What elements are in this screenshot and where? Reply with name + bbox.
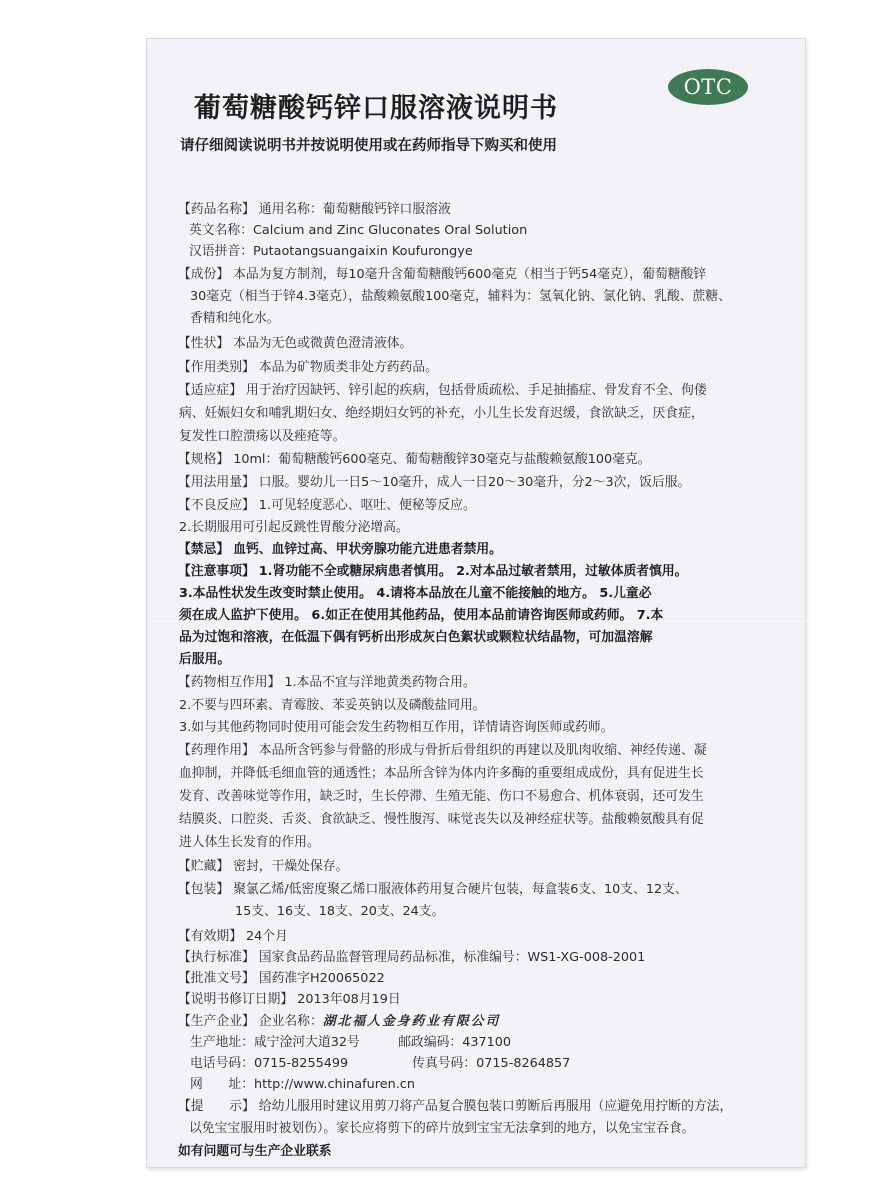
text-line: 香精和纯化水。 — [190, 311, 280, 326]
text-line: 生产地址：咸宁淦河大道32号 邮政编码：437100 — [190, 1035, 512, 1050]
text-line: 2.不要与四环素、青霉胺、苯妥英钠以及磷酸盐同用。 — [179, 698, 486, 713]
text-line: 3.如与其他药物同时使用可能会发生药物相互作用，详情请咨询医师或药师。 — [179, 720, 614, 735]
text-line: 15支、16支、18支、20支、24支。 — [235, 904, 445, 919]
text-line: 【性状】 本品为无色或微黄色澄清液体。 — [178, 336, 413, 351]
text-line: 【说明书修订日期】 2013年08月19日 — [178, 992, 401, 1007]
text-line: 2.长期服用可引起反跳性胃酸分泌增高。 — [179, 520, 409, 535]
text-line: 病、妊娠妇女和哺乳期妇女、绝经期妇女钙的补充，小儿生长发育迟缓，食欲缺乏，厌食症， — [179, 406, 704, 421]
text-line: 品为过饱和溶液，在低温下偶有钙析出形成灰白色絮状或颗粒状结晶物，可加温溶解 — [179, 630, 653, 645]
text-line: 30毫克（相当于锌4.3毫克），盐酸赖氨酸100毫克，辅料为：氢氧化钠、氯化钠、乳酸、蔗糖、 — [190, 289, 731, 304]
text-line: 【包装】 聚氯乙烯/低密度聚乙烯口服液体药用复合硬片包装，每盒装6支、10支、12支、 — [178, 882, 688, 897]
otc-badge: OTC — [668, 69, 748, 105]
text-line: 【适应症】 用于治疗因缺钙、锌引起的疾病，包括骨质疏松、手足抽搐症、骨发育不全、佝偻 — [178, 383, 707, 398]
text-line: 【执行标准】 国家食品药品监督管理局药品标准，标准编号：WS1-XG-008-2001 — [178, 950, 646, 965]
text-line: 【批准文号】 国药准字H20065022 — [178, 971, 385, 986]
text-line: 【规格】 10ml：葡萄糖酸钙600毫克、葡萄糖酸锌30毫克与盐酸赖氨酸100毫克。 — [178, 452, 651, 467]
text-line: 须在成人监护下使用。 6.如正在使用其他药品，使用本品前请咨询医师或药师。 7.本 — [179, 608, 664, 623]
text-line: 【生产企业】 企业名称：湖北福人金身药业有限公司 — [178, 1014, 501, 1029]
text-line: 进人体生长发育的作用。 — [179, 835, 320, 850]
text-line: 【作用类别】 本品为矿物质类非处方药药品。 — [178, 360, 438, 375]
text-line: 【贮藏】 密封，干燥处保存。 — [178, 859, 349, 874]
text-line: 【成份】 本品为复方制剂，每10毫升含葡萄糖酸钙600毫克（相当于钙54毫克），葡萄糖酸锌 — [178, 267, 707, 282]
text-line: 3.本品性状发生改变时禁止使用。 4.请将本品放在儿童不能接触的地方。 5.儿童必 — [179, 586, 652, 601]
text-line: 【药理作用】 本品所含钙参与骨骼的形成与骨折后骨组织的再建以及肌肉收缩、神经传递、凝 — [178, 743, 707, 758]
text-line: 发育、改善味觉等作用，缺乏时，生长停滞、生殖无能、伤口不易愈合、机体衰弱，还可发生 — [179, 789, 704, 804]
text-line: 以免宝宝服用时被划伤）。家长应将剪下的碎片放到宝宝无法拿到的地方，以免宝宝吞食。 — [189, 1121, 695, 1136]
text-line: 【药物相互作用】 1.本品不宜与洋地黄类药物合用。 — [178, 675, 476, 690]
leaflet-subtitle: 请仔细阅读说明书并按说明使用或在药师指导下购买和使用 — [180, 138, 557, 154]
text-line: 电话号码：0715-8255499 传真号码：0715-8264857 — [190, 1056, 571, 1071]
text-line: 【用法用量】 口服。婴幼儿一日5～10毫升，成人一日20～30毫升，分2～3次，饭后服。 — [178, 475, 691, 490]
text-line: 血抑制，并降低毛细血管的通透性；本品所含锌为体内许多酶的重要组成成份，具有促进生长 — [179, 766, 704, 781]
text-line: 【有效期】 24个月 — [178, 929, 288, 944]
text-line: 【注意事项】 1.肾功能不全或糖尿病患者慎用。 2.对本品过敏者禁用，过敏体质者慎用。 — [178, 564, 688, 579]
text-line: 英文名称：Calcium and Zinc Gluconates Oral Solution — [189, 223, 528, 238]
text-line: 结膜炎、口腔炎、舌炎、食欲缺乏、慢性腹泻、味觉丧失以及神经症状等。盐酸赖氨酸具有促 — [179, 812, 704, 827]
leaflet-title: 葡萄糖酸钙锌口服溶液说明书 — [194, 93, 558, 124]
text-line: 【不良反应】 1.可见轻度恶心、呕吐、便秘等反应。 — [178, 498, 476, 513]
text-line: 后服用。 — [179, 652, 231, 667]
company-name: 湖北福人金身药业有限公司 — [322, 1014, 501, 1029]
text-line: 汉语拼音：Putaotangsuangaixin Koufurongye — [189, 244, 473, 259]
text-line: 如有问题可与生产企业联系 — [178, 1144, 332, 1159]
text-line: 复发性口腔溃疡以及痤疮等。 — [179, 429, 346, 444]
text-line: 【药品名称】 通用名称：葡萄糖酸钙锌口服溶液 — [178, 202, 451, 217]
text-line: 网 址：http://www.chinafuren.cn — [190, 1077, 415, 1092]
text-line: 【禁忌】 血钙、血锌过高、甲状旁腺功能亢进患者禁用。 — [178, 542, 502, 557]
text-line: 【提 示】 给幼儿服用时建议用剪刀将产品复合膜包装口剪断后再服用（应避免用拧断的方法， — [178, 1099, 733, 1114]
